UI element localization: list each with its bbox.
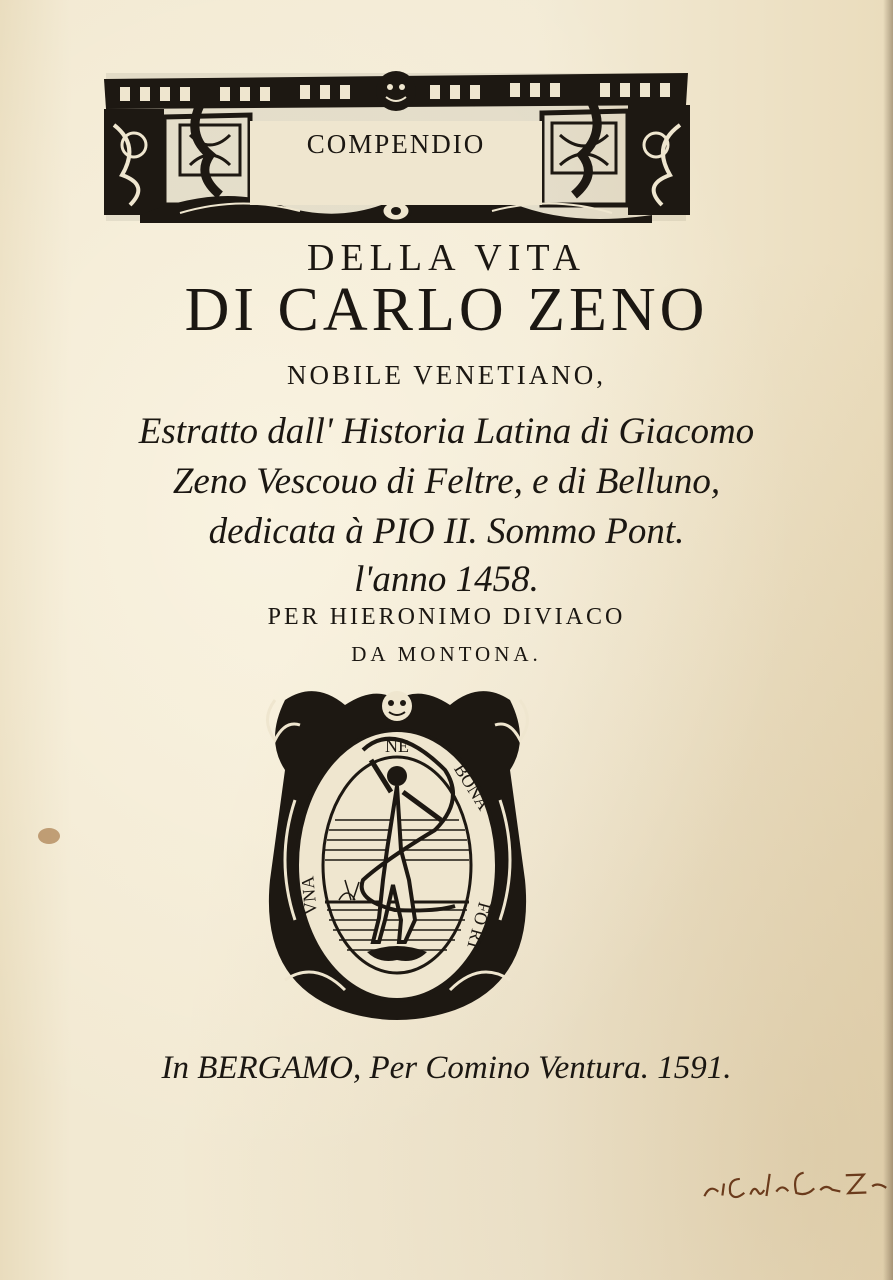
author-line-2: DA MONTONA. [351, 642, 542, 666]
author-line-1: PER HIERONIMO DIVIACO [267, 604, 626, 630]
subtitle-line-3: dedicata à PIO II. Sommo Pont. [208, 511, 685, 552]
ink-stain [38, 828, 60, 844]
device-motto-top: NE [385, 736, 409, 756]
title-line-3: NOBILE VENETIANO, [287, 360, 606, 390]
handwritten-signature [699, 1160, 890, 1207]
subtitle-line-4: l'anno 1458. [354, 559, 539, 600]
printers-device-emblem [255, 680, 540, 1030]
imprint: In BERGAMO, Per Comino Ventura. 1591. [161, 1050, 732, 1086]
ornamental-headpiece [100, 65, 692, 225]
device-motto-left: VNA [297, 875, 321, 916]
title-line-1: DELLA VITA [307, 237, 586, 279]
subtitle-line-2: Zeno Vescouo di Feltre, e di Belluno, [172, 461, 721, 502]
device-motto-right: BONA [450, 759, 495, 814]
bleed-through-text [540, 660, 740, 1040]
printers-device [255, 680, 540, 1030]
headpiece-label: COMPENDIO [306, 129, 486, 159]
title-line-2: DI CARLO ZENO [184, 276, 709, 344]
subtitle-line-1: Estratto dall' Historia Latina di Giacomo [138, 411, 755, 452]
device-motto-lower-right: FO RT [462, 900, 495, 954]
signature-scrawl [699, 1160, 890, 1207]
